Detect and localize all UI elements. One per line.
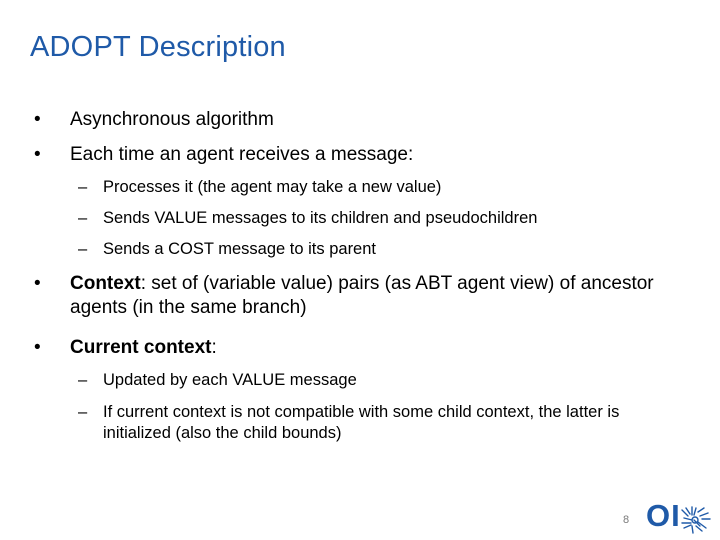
logo-text: OI (646, 498, 681, 533)
slide-title: ADOPT Description (30, 31, 286, 63)
bullet-icon: • (34, 144, 41, 165)
dash-icon: – (78, 403, 88, 421)
context-definition: : set of (variable value) pairs (as ABT agent view) of ancestor agents (in the same branch) (70, 273, 654, 318)
sub-list-item-text: If current context is not compatible with some child context, the latter is initialized (also the child bounds) (103, 403, 620, 442)
sub-list-item-text: Updated by each VALUE message (103, 371, 357, 389)
sub-list-item-text: Processes it (the agent may take a new value) (103, 178, 442, 196)
current-context-term: Current context (70, 337, 212, 358)
bullet-icon: • (34, 273, 41, 294)
sub-list-item-text: Sends VALUE messages to its children and pseudochildren (103, 209, 538, 227)
logo-icon (678, 504, 714, 536)
list-item-text: Asynchronous algorithm (70, 109, 274, 130)
list-item-text (70, 336, 670, 360)
dash-icon: – (78, 209, 88, 227)
sub-list-item-text: Sends a COST message to its parent (103, 240, 376, 258)
dash-icon: – (78, 240, 88, 258)
list-item-text: Each time an agent receives a message: (70, 144, 414, 165)
dash-icon: – (78, 178, 88, 196)
dash-icon: – (78, 371, 88, 389)
page-number: 8 (623, 514, 630, 526)
current-context-colon: : (211, 337, 217, 358)
bullet-icon: • (34, 109, 41, 130)
context-term: Context (70, 273, 141, 294)
list-item-text (70, 272, 670, 320)
bullet-icon: • (34, 337, 41, 358)
